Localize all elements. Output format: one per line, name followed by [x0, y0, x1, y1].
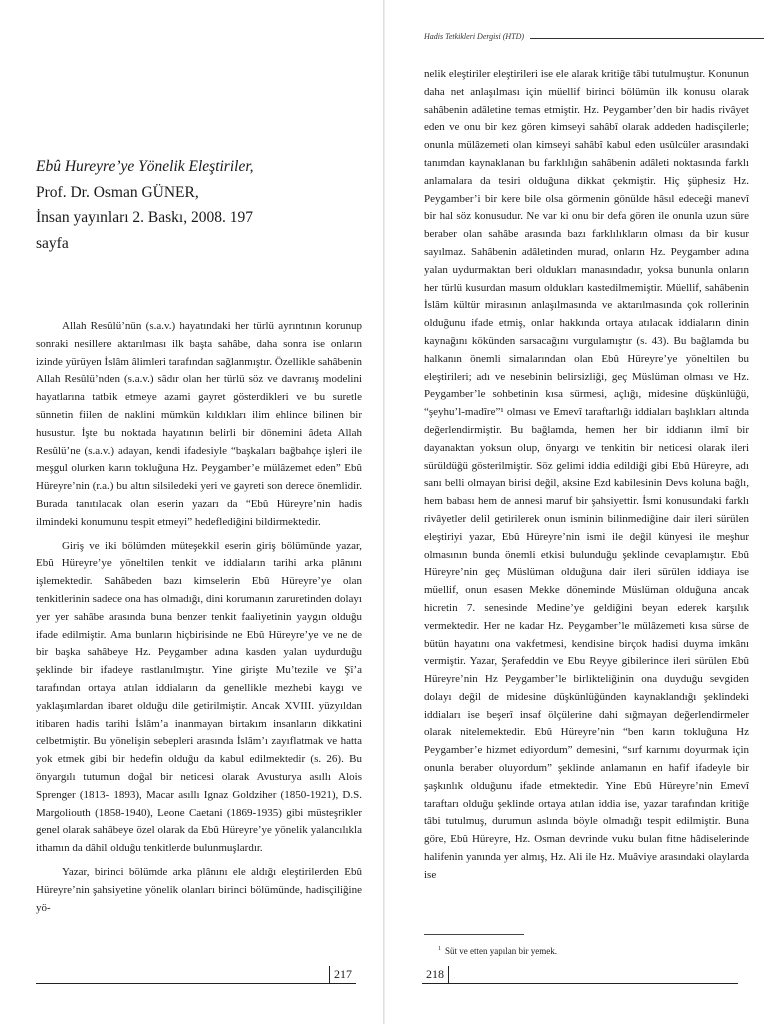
folio-rule-right: [448, 983, 738, 984]
book-publisher: İnsan yayınları 2. Baskı, 2008. 197: [36, 209, 253, 226]
right-page: [384, 0, 768, 1024]
footnote: [424, 934, 754, 957]
running-head-rule: [530, 38, 764, 39]
running-head: [424, 27, 764, 41]
book-pages: sayfa: [36, 234, 69, 252]
book-title: Ebû Hureyre’ye Yönelik Eleştiriler,: [36, 158, 254, 175]
book-info: [36, 154, 366, 256]
left-body-text: [36, 318, 362, 917]
paragraph-continued: nelik eleştiriler eleştirileri ise ele alarak kritiğe tâbi tutulmuştur. Konunun daha net anlaşılması için müellif birinci bölümün ilk konusu olarak sahâbenin adâletine temas etmiştir. Hz. Peygamber’den bir hadis rivâyet eden ve onu bir kez gören kimseyi sahâbî olarak addeden hadisçilerle; onunla mülâzemeti olan kimseyi sahâbî kabul eden usûlcüler arasındaki tanımdan kaynaklanan bu farklılığın sahâbenin adâleti noktasında farklı anlamalara da tesiri olduğuna dikkat çekmiştir. Hiç şüphesiz Hz. Peygamber’i bir kere bile olsa görmenin gönülde hâsıl edeceği manevî bir hal söz konusudur. Ne var ki onu bir defa gören ile onunla uzun süre beraber olan sahâbe arasında bazı farklılıkların olması da bir kusur sayılmaz. Sahâbenin adâletinden murad, onların Hz. Peygamber adına yalan uydurmaktan beri oldukları manasındadır, yoksa bununla onların her türlü kusurdan masum oldukları kastedilmemiştir. Müellif, sahâbenin İslâm kültür mirasının anlaşılmasında ve aktarılmasında çok rollerinin olduğunu ifade etmiş, onlar hakkında ortaya atılacak iddiaların dinin kaynağını kökünden sarsacağını vurgulamıştır (s. 43). Bu bağlamda bu halkanın önemli simalarından olan Ebû Hüreyre’ye yöneltilen bu eleştirileri; adı ve nesebinin belirsizliği, geç Müslüman olması ve Hz. Peygamber’le sohbetinin kısa sürmesi, açlığı, midesine düşkünlüğü, “şeyhu’l-madîre”¹ olması ve Emevî taraftarlığı iddiaları başlıkları altında değerlendirmiştir. Bu bağlamda, hemen her bir iddianın ilmî bir dayanaktan yoksun olup, önyargı ve tenkitin bir neticesi olarak ileri sürüldüğü gösterilmiştir. Söz gelimi iddia edildiği gibi Ebû Hüreyre, adı sanı belli olmayan birisi değil, aksine Ezd kabilesinin Devs koluna bağlı, hem babası hem de annesi maruf bir şahsiyettir. İsmi konusundaki farklı rivâyetler delil getirilerek onun isminin bilinmediğine dair ileri sürülen eleştiriyi yazar, Ebû Hüreyre’nin ismi ile değil künyesi ile meşhur olmasının bunda önemli etkisi bulunduğu şeklinde cevaplamıştır. Ebû Hüreyre’nin geç Müslüman olduğuna dair ileri sürülen iddiaya ise müellif, onun esasen Mekke döneminde Müslüman olduğuna ancak hicretin 7. senesinde Medine’ye geldiğini beyan ederek karşılık vermektedir. Her ne kadar Hz. Peygamber’le mülâzemeti kısa sürse de bütün hayatını ona vakfetmesi, kendisine birçok hadisi duyma imkânı vermiştir. Yazar, Şerafeddin ve Ebu Reyye gibilerince ileri sürülen Ebû Hüreyre’nin Hz Peygamber’le birlikteliğinin ona duyduğu sevgiden dolayı değil de midesine düşkünlüğünden kaynaklandığı şeklindeki iddiaları ise beşerî insaf ölçülerine dahi sığmayan değerlendirmeler olarak nitelemektedir. Ebû Hüreyre’nin “ben karın tokluğuna Hz Peygamber’e hizmet ediyordum” demesini, “sırf karnımı doyurmak için onunla beraber oluyordum” şeklinde anlamanın en hafif ifadeyle bir şaşkınlık olduğunu ifade etmektedir. Yine Ebû Hüreyre’nin Emevî taraftarı olduğu şeklinde ortaya atılan iddia ise, yazar tarafından kritiğe tâbi tutulmuş, durumun aslında böyle olmadığı tespit edilmiştir. Buna göre, Ebû Hüreyre, Hz. Osman devrinde vuku bulan fitne hâdiselerinde halifenin yanında yer almış, Hz. Ali ile Hz. Muâviye arasındaki olaylarda ise: [424, 68, 749, 881]
footnote-rule: [424, 934, 524, 935]
journal-title: Hadis Tetkikleri Dergisi (HTD): [424, 32, 525, 41]
paragraph-1: Allah Resûlü’nün (s.a.v.) hayatındaki her türlü ayrıntının korunup sonraki nesillere aktarılması ilk başta sahâbe, daha sonra ise onların izinde yürüyen İslâm âlimleri tarafından sağlanmıştır. Özellikle sahâbenin Allah Resûlü’nden (s.a.v.) sâdır olan her türlü söz ve davranış modelini hayatlarına tatbik etmeye azami gayret gösterdikleri ve bu suretle sünnetin fiilen de naklini mümkün kıldıkları ilim ehlince bilinen bir husustur. İşte bu noktada hayatının belirli bir dönemini âdeta Allah Resûlü’ne (s.a.v.) adayan, kendi ifadesiyle “başkaları bağbahçe işleri ile meşgul olurken karın tokluğuna Hz. Peygamber’e mülâzemet eden” Ebû Hüreyre’nin (r.a.) bu altın silsiledeki yeri ve gayreti son derece önemlidir. Burada tanıtılacak olan eserin yazarı da “Ebû Hüreyre’nin hadis ilmindeki konumunu tespit etmeyi” hedeflediğini bildirmektedir.: [36, 320, 362, 528]
paragraph-2: Giriş ve iki bölümden müteşekkil eserin giriş bölümünde yazar, Ebû Hüreyre’ye yöneltilen tenkit ve iddiaların tarihi arka plânını işlemektedir. Sahâbeden bazı kimselerin Ebû Hüreyre’ye olan tenkitlerinin sadece ona has olmadığı, dini korumanın zaruretinden dolayı yer yer sahâbe arasında buna benzer tenkit faaliyetinin yaygın olduğu ifade edilmiştir. Ama bunların hiçbirisinde ne Ebû Hüreyre’ye ve ne de bir başka sahâbeye Hz. Peygamber adına kasden yalan uydurduğu şeklinde bir ifadeye rastlanılmıştır. Yine girişte Mu’tezile ve Şî’a tarafından ortaya atılan iddiaların da genellikle mezhebi kaygı ve yaklaşımlardan ibaret olduğu dile getirilmiştir. Ancak XVIII. yüzyıldan itibaren hadis tarihi İslâm’a inanmayan birtakım insanların dikkatini celbetmiştir. Bu yönelişin sebepleri arasında İslâm’ı zayıflatmak ve hatta yok etmek gibi bir hedefin olduğu da kabul edilmektedir (s. 26). Bu önyargılı tutumun doğal bir neticesi olarak Avusturya asıllı Alois Sprenger (1813- 1893), Macar asıllı Ignaz Goldziher (1850-1921), D.S. Margoliouth (1858-1940), Leone Caetani (1869-1935) gibi müsteşrikler genel olarak sahâbeye özel olarak da Ebû Hüreyre’ye yönelik yalancılıkla ithamın da dâhil olduğu tenkitlerde bulunmuşlardır.: [36, 539, 362, 855]
page-number-left: 217: [329, 966, 356, 984]
paragraph-3: Yazar, birinci bölümde arka plânını ele aldığı eleştirilerden Ebû Hüreyre’nin şahsiyetine yönelik olanları birinci bölümünde, hadisçiliğine yö-: [36, 865, 362, 914]
book-author: Prof. Dr. Osman GÜNER,: [36, 183, 199, 201]
footnote-body: Süt ve etten yapılan bir yemek.: [445, 946, 557, 956]
footnote-text-block: [424, 943, 754, 957]
right-body-text: [424, 66, 749, 885]
footnote-marker: 1: [438, 946, 441, 952]
folio-rule-left: [36, 983, 329, 984]
page-number-right: 218: [422, 966, 449, 984]
